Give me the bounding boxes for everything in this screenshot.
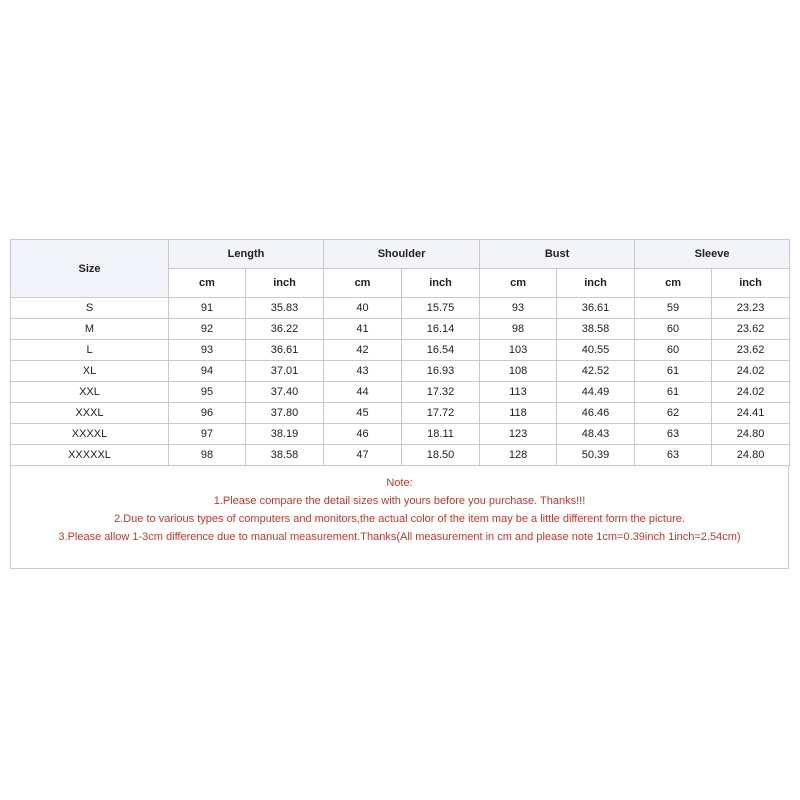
measurement-cell: 44 — [324, 382, 402, 403]
measurement-cell: 108 — [480, 361, 557, 382]
group-header-length: Length — [169, 240, 324, 269]
table-row — [11, 424, 790, 445]
measurement-cell: 24.41 — [712, 403, 790, 424]
measurement-cell: 97 — [169, 424, 246, 445]
table-row — [11, 319, 790, 340]
measurement-cell: 24.80 — [712, 445, 790, 466]
measurement-cell: 23.62 — [712, 319, 790, 340]
measurement-cell: 23.23 — [712, 298, 790, 319]
measurement-cell: 38.58 — [557, 319, 635, 340]
measurement-cell: 61 — [635, 361, 712, 382]
unit-header: inch — [246, 269, 324, 298]
measurement-cell: 61 — [635, 382, 712, 403]
size-label-cell: XXL — [11, 382, 169, 403]
measurement-cell: 113 — [480, 382, 557, 403]
table-row — [11, 382, 790, 403]
measurement-cell: 46.46 — [557, 403, 635, 424]
measurement-cell: 123 — [480, 424, 557, 445]
unit-header: cm — [480, 269, 557, 298]
measurement-cell: 93 — [480, 298, 557, 319]
group-header-sleeve: Sleeve — [635, 240, 790, 269]
measurement-cell: 59 — [635, 298, 712, 319]
measurement-cell: 17.72 — [402, 403, 480, 424]
measurement-cell: 63 — [635, 445, 712, 466]
note-line-3: 3.Please allow 1-3cm difference due to manual measurement.Thanks(All measurement in cm and please note 1cm=0.39inch 1inch=2.54cm) — [58, 531, 741, 543]
group-header-bust: Bust — [480, 240, 635, 269]
measurement-cell: 95 — [169, 382, 246, 403]
note-line-2: 2.Due to various types of computers and monitors,the actual color of the item may be a little different form the picture. — [114, 513, 685, 525]
measurement-cell: 35.83 — [246, 298, 324, 319]
measurement-cell: 93 — [169, 340, 246, 361]
measurement-cell: 47 — [324, 445, 402, 466]
measurement-cell: 24.80 — [712, 424, 790, 445]
measurement-cell: 40.55 — [557, 340, 635, 361]
unit-header: inch — [402, 269, 480, 298]
table-header — [11, 240, 790, 298]
measurement-cell: 60 — [635, 319, 712, 340]
unit-header: inch — [557, 269, 635, 298]
unit-header: cm — [635, 269, 712, 298]
table-row — [11, 340, 790, 361]
measurement-cell: 98 — [169, 445, 246, 466]
measurement-cell: 92 — [169, 319, 246, 340]
measurement-cell: 18.50 — [402, 445, 480, 466]
measurement-cell: 43 — [324, 361, 402, 382]
size-table — [10, 239, 790, 466]
size-label-cell: L — [11, 340, 169, 361]
measurement-cell: 46 — [324, 424, 402, 445]
measurement-cell: 23.62 — [712, 340, 790, 361]
measurement-cell: 42.52 — [557, 361, 635, 382]
size-label-cell: XL — [11, 361, 169, 382]
measurement-cell: 40 — [324, 298, 402, 319]
measurement-cell: 42 — [324, 340, 402, 361]
measurement-cell: 15.75 — [402, 298, 480, 319]
measurement-cell: 103 — [480, 340, 557, 361]
measurement-cell: 36.61 — [557, 298, 635, 319]
measurement-cell: 63 — [635, 424, 712, 445]
measurement-cell: 128 — [480, 445, 557, 466]
measurement-cell: 16.14 — [402, 319, 480, 340]
size-column-header: Size — [11, 240, 169, 298]
size-label-cell: XXXL — [11, 403, 169, 424]
measurement-cell: 38.19 — [246, 424, 324, 445]
measurement-cell: 45 — [324, 403, 402, 424]
measurement-cell: 24.02 — [712, 382, 790, 403]
note-box — [10, 466, 789, 569]
measurement-cell: 50.39 — [557, 445, 635, 466]
group-header-shoulder: Shoulder — [324, 240, 480, 269]
measurement-cell: 96 — [169, 403, 246, 424]
measurement-cell: 48.43 — [557, 424, 635, 445]
measurement-cell: 38.58 — [246, 445, 324, 466]
unit-header: inch — [712, 269, 790, 298]
measurement-cell: 17.32 — [402, 382, 480, 403]
unit-header: cm — [169, 269, 246, 298]
measurement-cell: 16.93 — [402, 361, 480, 382]
measurement-cell: 41 — [324, 319, 402, 340]
measurement-cell: 91 — [169, 298, 246, 319]
table-row — [11, 403, 790, 424]
measurement-cell: 16.54 — [402, 340, 480, 361]
table-row — [11, 361, 790, 382]
measurement-cell: 60 — [635, 340, 712, 361]
measurement-cell: 36.22 — [246, 319, 324, 340]
size-chart — [10, 239, 789, 569]
size-label-cell: M — [11, 319, 169, 340]
measurement-cell: 118 — [480, 403, 557, 424]
header-group-row — [11, 240, 790, 269]
measurement-cell: 62 — [635, 403, 712, 424]
measurement-cell: 36.61 — [246, 340, 324, 361]
size-label-cell: XXXXL — [11, 424, 169, 445]
note-title: Note: — [386, 477, 413, 489]
size-label-cell: S — [11, 298, 169, 319]
measurement-cell: 24.02 — [712, 361, 790, 382]
measurement-cell: 37.40 — [246, 382, 324, 403]
measurement-cell: 37.01 — [246, 361, 324, 382]
measurement-cell: 37.80 — [246, 403, 324, 424]
measurement-cell: 18.11 — [402, 424, 480, 445]
measurement-cell: 44.49 — [557, 382, 635, 403]
measurement-cell: 94 — [169, 361, 246, 382]
unit-header: cm — [324, 269, 402, 298]
size-label-cell: XXXXXL — [11, 445, 169, 466]
table-row — [11, 298, 790, 319]
table-row — [11, 445, 790, 466]
measurement-cell: 98 — [480, 319, 557, 340]
table-body — [11, 298, 790, 466]
note-line-1: 1.Please compare the detail sizes with yours before you purchase. Thanks!!! — [213, 495, 586, 507]
